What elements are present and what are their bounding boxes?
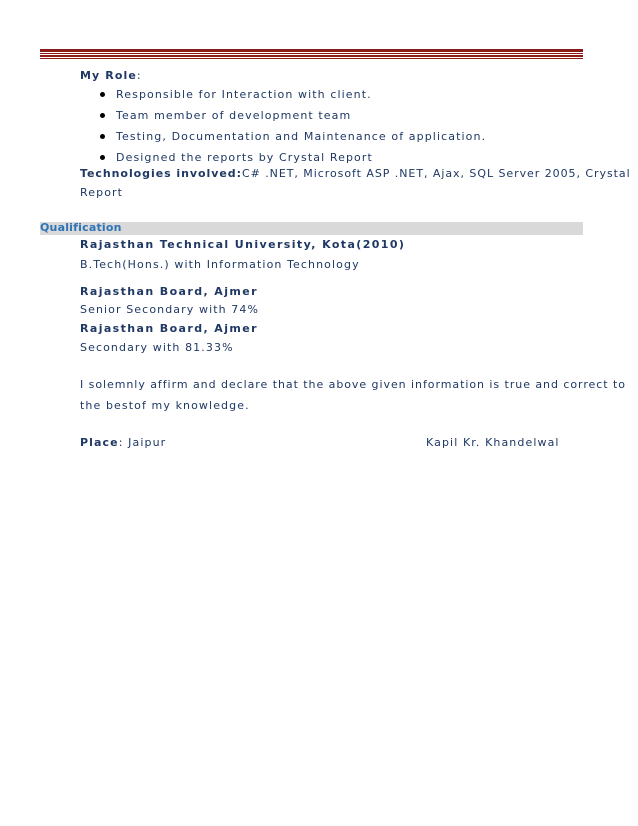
place-label: Place	[80, 436, 119, 449]
institution-name: Rajasthan Technical University, Kota(2010)	[80, 238, 406, 251]
header-rule	[40, 49, 583, 52]
technologies-continuation: Report	[80, 186, 124, 199]
role-colon: :	[136, 69, 142, 82]
declaration-text: I solemnly affirm and declare that the above given information is true and correct to	[80, 378, 626, 391]
bullet-icon	[100, 155, 105, 160]
bullet-icon	[100, 113, 105, 118]
technologies-line	[80, 167, 631, 180]
place-value: : Jaipur	[118, 436, 167, 449]
list-item-text: Designed the reports by Crystal Report	[116, 151, 373, 164]
role-label: My Role	[80, 69, 137, 82]
technologies-value: C# .NET, Microsoft ASP .NET, Ajax, SQL Server 2005, Crystal	[241, 167, 631, 180]
bullet-icon	[100, 134, 105, 139]
header-rule	[40, 55, 583, 57]
list-item	[100, 130, 486, 151]
role-list	[100, 88, 486, 172]
header-rule	[40, 58, 583, 59]
list-item-text: Responsible for Interaction with client.	[116, 88, 372, 101]
qualification-detail: B.Tech(Hons.) with Information Technology	[80, 258, 360, 271]
list-item-text: Team member of development team	[116, 109, 352, 122]
list-item-text: Testing, Documentation and Maintenance of application.	[116, 130, 487, 143]
signature-name: Kapil Kr. Khandelwal	[426, 436, 560, 449]
bullet-icon	[100, 92, 105, 97]
qualification-detail: Senior Secondary with 74%	[80, 303, 260, 316]
list-item	[100, 109, 486, 130]
declaration-text: the bestof my knowledge.	[80, 399, 250, 412]
institution-name: Rajasthan Board, Ajmer	[80, 285, 258, 298]
qualification-detail: Secondary with 81.33%	[80, 341, 234, 354]
list-item	[100, 88, 486, 109]
header-rule	[40, 53, 583, 54]
section-title: Qualification	[40, 221, 122, 234]
technologies-label: Technologies involved:	[80, 167, 242, 180]
role-heading	[80, 69, 142, 82]
institution-name: Rajasthan Board, Ajmer	[80, 322, 258, 335]
place-line	[80, 436, 166, 449]
